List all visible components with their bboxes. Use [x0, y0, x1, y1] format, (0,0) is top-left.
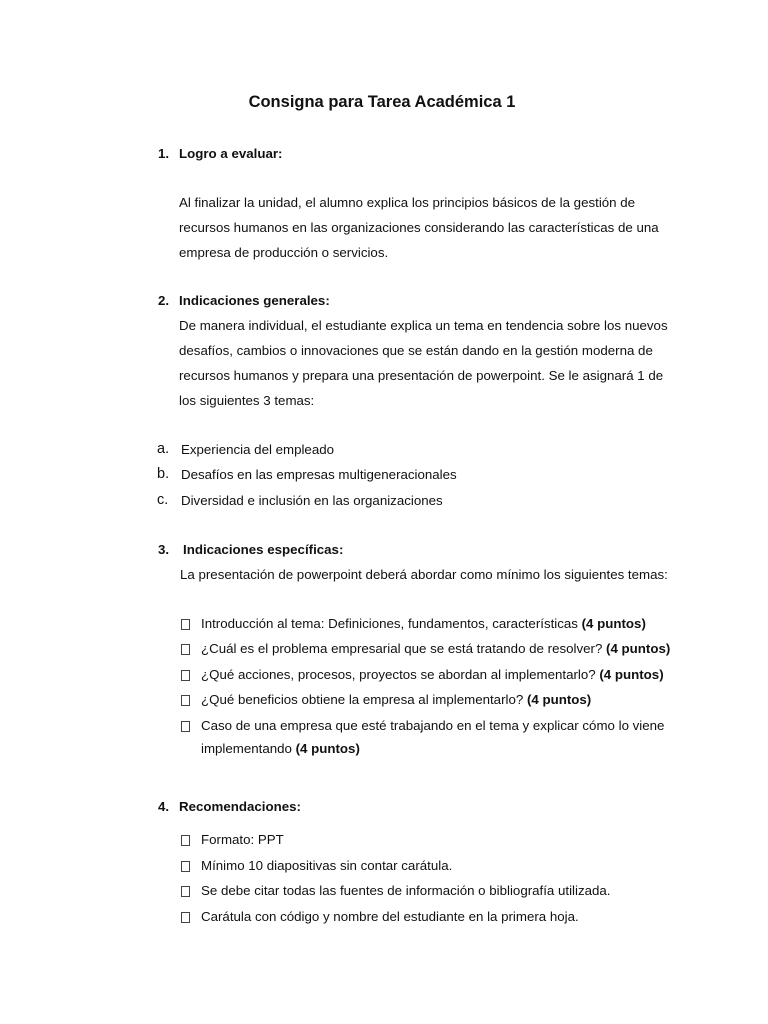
document-title-text: Consigna para Tarea Académica 1 — [248, 93, 516, 111]
section-3-heading: Indicaciones específicas: — [183, 542, 344, 557]
topic-a-text: Experiencia del empleado — [181, 442, 335, 457]
content-item-text: ¿Qué beneficios obtiene la empresa al implementarlo? — [201, 692, 527, 707]
checkbox-icon — [181, 886, 190, 897]
section-2-body — [179, 313, 678, 413]
content-item-text: implementando — [201, 741, 296, 756]
topic-b-letter: b. — [157, 466, 170, 482]
content-item-3 — [201, 667, 664, 682]
checkbox-icon — [181, 835, 190, 846]
section-3-number: 3. — [158, 542, 170, 557]
points-label: (4 puntos) — [599, 667, 664, 682]
content-item-2 — [201, 641, 670, 656]
section-2-line: desafíos, cambios o innovaciones que se están dando en la gestión moderna de — [179, 343, 653, 358]
content-item-5-continuation — [201, 741, 360, 756]
section-3-intro: La presentación de powerpoint deberá abordar como mínimo los siguientes temas: — [180, 567, 668, 582]
content-item-text: Introducción al tema: Definiciones, fundamentos, características — [201, 616, 582, 631]
points-label: (4 puntos) — [581, 616, 646, 631]
section-2-number: 2. — [158, 293, 170, 308]
content-item-1 — [201, 616, 646, 631]
checkbox-icon — [181, 619, 190, 630]
section-4-heading: Recomendaciones: — [179, 799, 301, 814]
checkbox-icon — [181, 644, 190, 655]
section-1-line: Al finalizar la unidad, el alumno explica los principios básicos de la gestión de — [179, 195, 636, 210]
content-item-text: ¿Cuál es el problema empresarial que se está tratando de resolver? — [201, 641, 607, 656]
section-2-line: los siguientes 3 temas: — [179, 393, 315, 408]
section-2-line: De manera individual, el estudiante explica un tema en tendencia sobre los nuevos — [179, 318, 668, 333]
checkbox-icon — [181, 721, 190, 732]
points-label: (4 puntos) — [526, 692, 592, 707]
recommendation-item-2: Mínimo 10 diapositivas sin contar carátula. — [201, 858, 453, 873]
section-2-line: recursos humanos y prepara una presentación de powerpoint. Se le asignará 1 de — [179, 368, 664, 383]
checkbox-icon — [181, 670, 190, 681]
section-1-body — [179, 190, 678, 265]
section-4-number: 4. — [158, 799, 170, 814]
content-item-4 — [201, 692, 591, 707]
checkbox-icon — [181, 912, 190, 923]
document-title — [0, 93, 768, 112]
section-1-heading: Logro a evaluar: — [179, 146, 283, 161]
section-1-line: empresa de producción o servicios. — [179, 245, 389, 260]
recommendation-item-1: Formato: PPT — [201, 832, 284, 847]
recommendation-item-4: Carátula con código y nombre del estudiante en la primera hoja. — [201, 909, 579, 924]
content-item-text: ¿Qué acciones, procesos, proyectos se abordan al implementarlo? — [201, 667, 600, 682]
checkbox-icon — [181, 861, 190, 872]
section-2-heading: Indicaciones generales: — [179, 293, 330, 308]
checkbox-icon — [181, 695, 190, 706]
recommendation-item-3: Se debe citar todas las fuentes de información o bibliografía utilizada. — [201, 883, 611, 898]
topic-c-text: Diversidad e inclusión en las organizaciones — [181, 493, 443, 508]
section-1-line: recursos humanos en las organizaciones considerando las características de una — [179, 220, 659, 235]
points-label: (4 puntos) — [606, 641, 671, 656]
topic-a-letter: a. — [157, 441, 170, 457]
points-label: (4 puntos) — [295, 741, 360, 756]
section-1-number: 1. — [158, 146, 170, 161]
content-item-5: Caso de una empresa que esté trabajando en el tema y explicar cómo lo viene — [201, 718, 665, 733]
topic-c-letter: c. — [157, 492, 169, 508]
topic-b-text: Desafíos en las empresas multigeneracionales — [181, 467, 457, 482]
